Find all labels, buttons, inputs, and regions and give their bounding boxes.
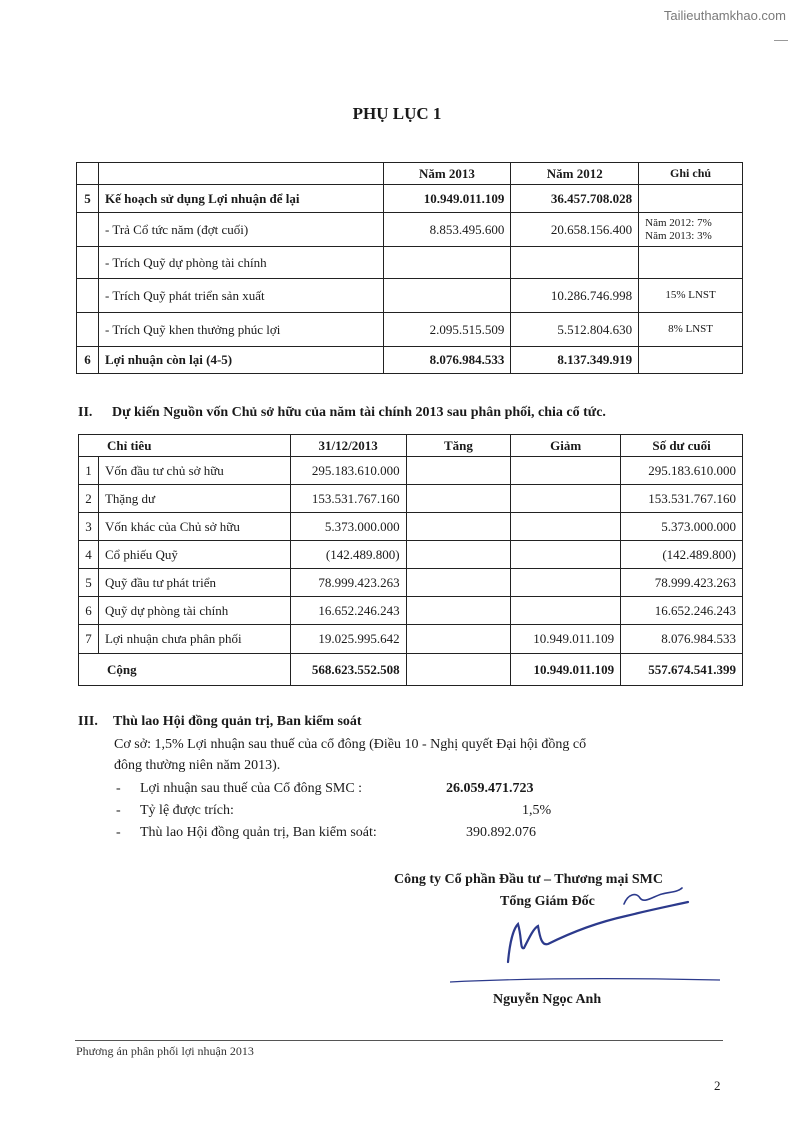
row-label: Quỹ đầu tư phát triển xyxy=(98,569,290,597)
table-row xyxy=(77,279,743,313)
note xyxy=(639,347,743,374)
value-2013 xyxy=(383,279,511,313)
signature-scribble xyxy=(430,880,730,990)
section-2-number: II. xyxy=(78,405,93,420)
row-number: 4 xyxy=(79,541,99,569)
note-line: Năm 2012: 7% xyxy=(645,216,712,229)
row-label: Thặng dư xyxy=(98,485,290,513)
table-header-row xyxy=(79,435,743,457)
row-label: Kế hoạch sử dụng Lợi nhuận để lại xyxy=(98,185,383,213)
company-name: Công ty Cổ phần Đầu tư – Thương mại SMC xyxy=(394,872,663,887)
signer-name: Nguyễn Ngọc Anh xyxy=(493,992,602,1007)
value-2013: 8.853.495.600 xyxy=(383,213,511,247)
item-label: Thù lao Hội đồng quản trị, Ban kiểm soát: xyxy=(140,825,377,840)
table-row xyxy=(77,247,743,279)
table-row xyxy=(77,213,743,247)
row-number xyxy=(77,279,99,313)
value-increase xyxy=(406,597,511,625)
value-decrease xyxy=(511,569,621,597)
table-header-row xyxy=(77,163,743,185)
value-increase xyxy=(406,569,511,597)
value-decrease xyxy=(511,485,621,513)
value-increase xyxy=(406,485,511,513)
row-number: 7 xyxy=(79,625,99,654)
value-end: (142.489.800) xyxy=(621,541,743,569)
footer-text: Phương án phân phối lợi nhuận 2013 xyxy=(76,1044,254,1058)
section-3-heading: Thù lao Hội đồng quản trị, Ban kiểm soát xyxy=(113,714,362,729)
row-number: 2 xyxy=(79,485,99,513)
row-label: Quỹ dự phòng tài chính xyxy=(98,597,290,625)
value-decrease xyxy=(511,597,621,625)
note: 8% LNST xyxy=(639,313,743,347)
total-label: Cộng xyxy=(79,654,291,686)
value-2012: 5.512.804.630 xyxy=(511,313,639,347)
value-end: 8.076.984.533 xyxy=(621,625,743,654)
table-row xyxy=(79,513,743,541)
row-label: Vốn khác của Chủ sở hữu xyxy=(98,513,290,541)
total-decrease: 10.949.011.109 xyxy=(511,654,621,686)
value-start: 16.652.246.243 xyxy=(290,597,406,625)
corner-rule xyxy=(774,40,788,41)
col-header-item: Chỉ tiêu xyxy=(79,435,291,457)
page-title: PHỤ LỤC 1 xyxy=(352,104,442,123)
item-value: 1,5% xyxy=(522,803,552,818)
table-row xyxy=(79,569,743,597)
table-row xyxy=(77,313,743,347)
value-2012: 8.137.349.919 xyxy=(511,347,639,374)
row-label: - Trả Cổ tức năm (đợt cuối) xyxy=(98,213,383,247)
value-increase xyxy=(406,513,511,541)
row-label: - Trích Quỹ khen thưởng phúc lợi xyxy=(98,313,383,347)
value-2012: 36.457.708.028 xyxy=(511,185,639,213)
watermark: Tailieuthamkhao.com xyxy=(663,8,786,23)
value-2013 xyxy=(383,247,511,279)
basis-text-line-2: đông thường niên năm 2013). xyxy=(114,758,281,773)
signer-position: Tổng Giám Đốc xyxy=(500,894,595,909)
value-2012: 20.658.156.400 xyxy=(511,213,639,247)
value-decrease: 10.949.011.109 xyxy=(511,625,621,654)
note xyxy=(639,247,743,279)
row-number xyxy=(77,247,99,279)
value-2013: 8.076.984.533 xyxy=(383,347,511,374)
col-header-end: Số dư cuối xyxy=(621,435,743,457)
note xyxy=(639,213,743,247)
note-line: Năm 2013: 3% xyxy=(645,229,712,242)
row-label: - Trích Quỹ dự phòng tài chính xyxy=(98,247,383,279)
value-end: 5.373.000.000 xyxy=(621,513,743,541)
row-label: Lợi nhuận còn lại (4-5) xyxy=(98,347,383,374)
row-number: 5 xyxy=(79,569,99,597)
table-row xyxy=(77,347,743,374)
item-value: 390.892.076 xyxy=(466,825,536,840)
section-2-heading: Dự kiến Nguồn vốn Chủ sở hữu của năm tài chính 2013 sau phân phối, chia cổ tức. xyxy=(112,405,606,420)
note: 15% LNST xyxy=(639,279,743,313)
note xyxy=(639,185,743,213)
value-start: 295.183.610.000 xyxy=(290,457,406,485)
total-row xyxy=(79,654,743,686)
row-number: 6 xyxy=(79,597,99,625)
value-end: 295.183.610.000 xyxy=(621,457,743,485)
table-row xyxy=(79,541,743,569)
row-label: Lợi nhuận chưa phân phối xyxy=(98,625,290,654)
profit-plan-table xyxy=(76,162,743,374)
bullet-dash: - xyxy=(116,803,121,818)
row-number: 6 xyxy=(77,347,99,374)
value-increase xyxy=(406,457,511,485)
total-increase xyxy=(406,654,511,686)
col-header-note: Ghi chú xyxy=(639,163,743,185)
bullet-dash: - xyxy=(116,781,121,796)
table-row xyxy=(79,625,743,654)
col-header-start: 31/12/2013 xyxy=(290,435,406,457)
item-label: Tỷ lệ được trích: xyxy=(140,803,234,818)
basis-text-line-1: Cơ sở: 1,5% Lợi nhuận sau thuế của cổ đông (Điều 10 - Nghị quyết Đại hội đồng cổ xyxy=(114,737,587,752)
table-row xyxy=(79,485,743,513)
equity-table xyxy=(78,434,743,686)
value-increase xyxy=(406,625,511,654)
row-label: - Trích Quỹ phát triển sản xuất xyxy=(98,279,383,313)
col-header-increase: Tăng xyxy=(406,435,511,457)
item-label: Lợi nhuận sau thuế của Cổ đông SMC : xyxy=(140,781,363,796)
table-row xyxy=(79,597,743,625)
col-header-decrease: Giảm xyxy=(511,435,621,457)
total-start: 568.623.552.508 xyxy=(290,654,406,686)
value-end: 78.999.423.263 xyxy=(621,569,743,597)
row-label: Cổ phiếu Quỹ xyxy=(98,541,290,569)
row-number xyxy=(77,213,99,247)
footer-divider xyxy=(75,1040,723,1041)
row-label: Vốn đầu tư chủ sở hữu xyxy=(98,457,290,485)
row-number: 5 xyxy=(77,185,99,213)
table-row xyxy=(79,457,743,485)
value-start: 5.373.000.000 xyxy=(290,513,406,541)
col-header-2013: Năm 2013 xyxy=(383,163,511,185)
value-decrease xyxy=(511,457,621,485)
value-2012 xyxy=(511,247,639,279)
bullet-dash: - xyxy=(116,825,121,840)
row-number: 1 xyxy=(79,457,99,485)
value-end: 16.652.246.243 xyxy=(621,597,743,625)
row-number: 3 xyxy=(79,513,99,541)
value-start: 78.999.423.263 xyxy=(290,569,406,597)
row-number xyxy=(77,313,99,347)
value-2013: 2.095.515.509 xyxy=(383,313,511,347)
col-header-2012: Năm 2012 xyxy=(511,163,639,185)
value-end: 153.531.767.160 xyxy=(621,485,743,513)
item-value: 26.059.471.723 xyxy=(446,781,534,796)
value-decrease xyxy=(511,541,621,569)
value-increase xyxy=(406,541,511,569)
section-3-number: III. xyxy=(78,714,98,729)
value-start: 19.025.995.642 xyxy=(290,625,406,654)
value-start: 153.531.767.160 xyxy=(290,485,406,513)
value-2013: 10.949.011.109 xyxy=(383,185,511,213)
value-start: (142.489.800) xyxy=(290,541,406,569)
value-2012: 10.286.746.998 xyxy=(511,279,639,313)
total-end: 557.674.541.399 xyxy=(621,654,743,686)
table-row xyxy=(77,185,743,213)
page-number: 2 xyxy=(714,1078,721,1093)
value-decrease xyxy=(511,513,621,541)
